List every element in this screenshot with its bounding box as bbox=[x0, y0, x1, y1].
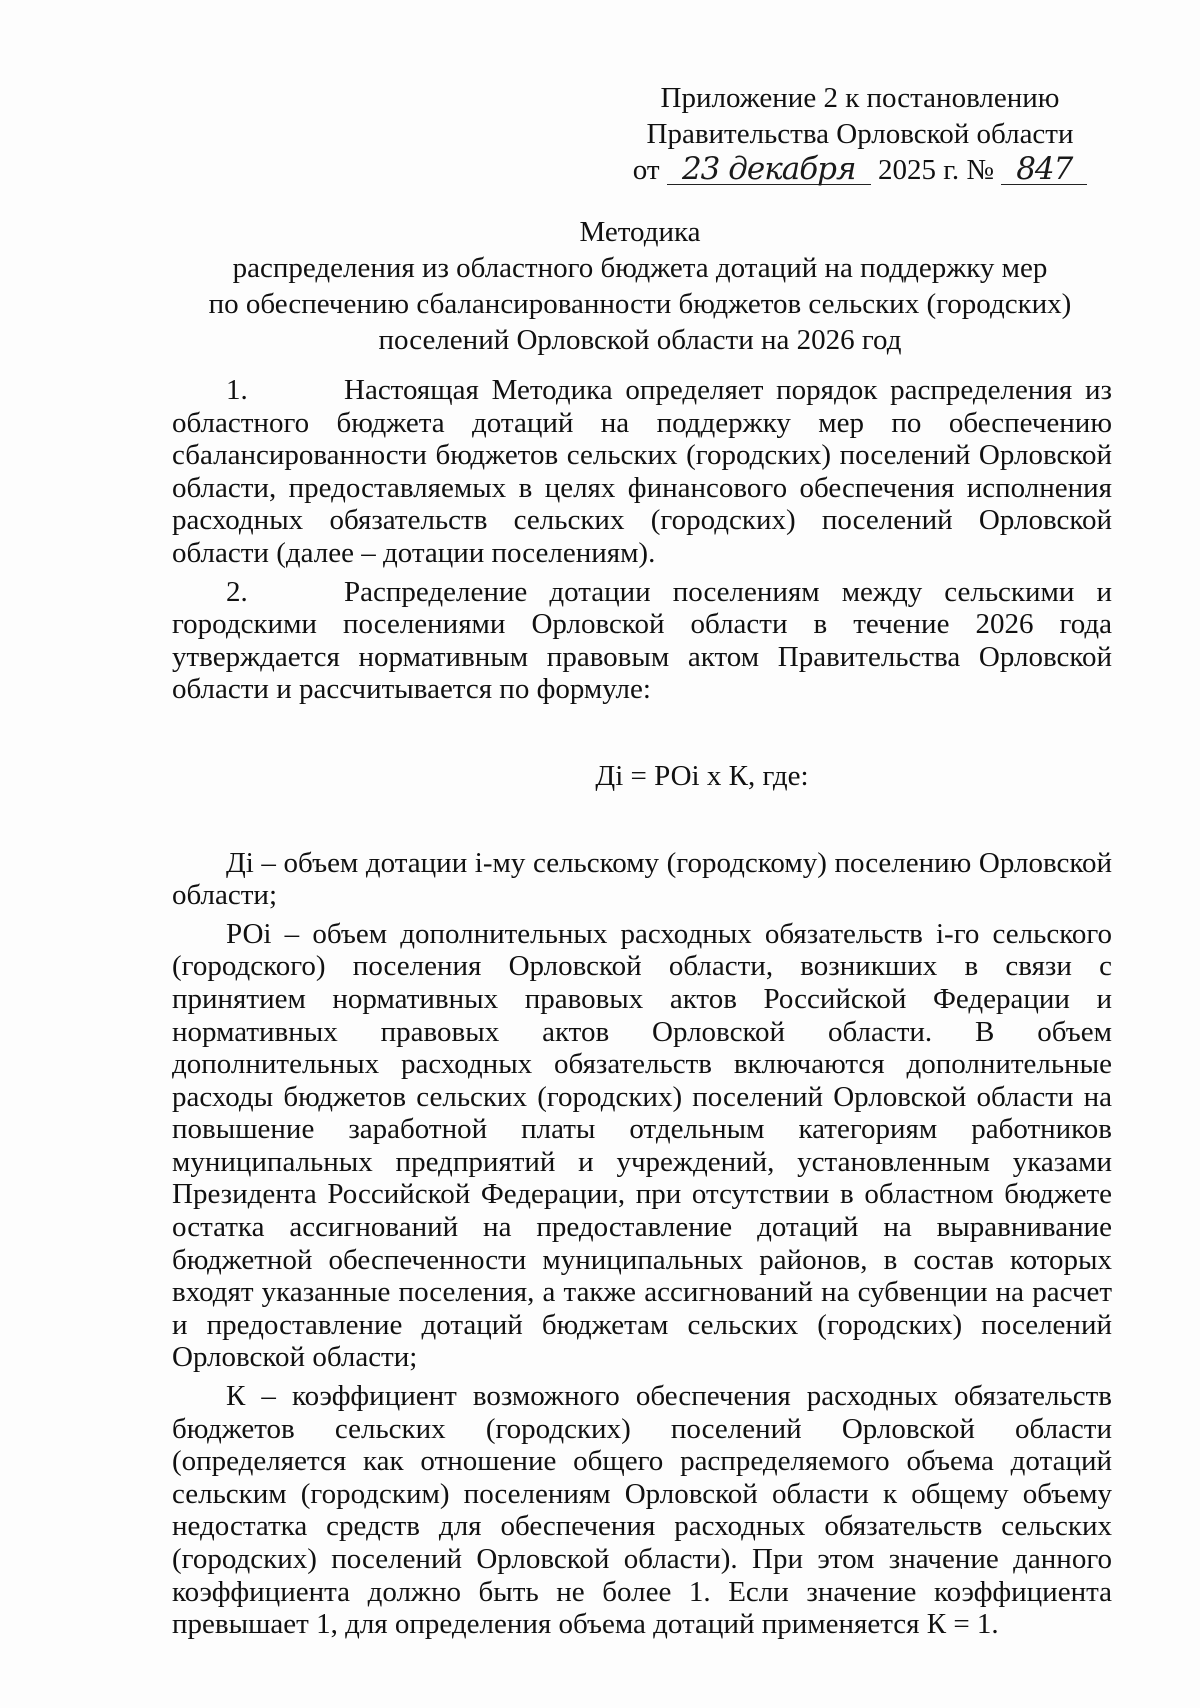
handwritten-date: 23 декабря bbox=[667, 154, 871, 185]
paragraph-text: Настоящая Методика определяет порядок распределения из областного бюджета дотаций на поддержку мер по обеспечению сбалансированности бюджетов сельских (городских) поселений Орловской области, предоставляемых в целях финансового обеспечения исполнения расходных обязательств сельских (городских) поселений Орловской области (далее – дотации поселениям). bbox=[172, 374, 1112, 569]
definition-roi: РОi – объем дополнительных расходных обязательств i-го сельского (городского) поселения Орловской области, возникших в связи с принятием нормативных правовых актов Российской Федерации и нормативных правовых актов Орловской области. В объем дополнительных расходных обязательств включаются дополнительные расходы бюджетов сельских (городских) поселений Орловской области на повышение заработной платы отдельным категориям работников муниципальных предприятий и учреждений, установленным указами Президента Российской Федерации, при отсутствии в областном бюджете остатка ассигнований на предоставление дотаций на выравнивание бюджетной обеспеченности муниципальных районов, в состав которых входят указанные поселения, а также ассигнований на субвенции на расчет и предоставление дотаций бюджетам сельских (городских) поселений Орловской области; bbox=[172, 917, 1112, 1374]
date-prefix: от bbox=[632, 154, 660, 186]
title-line-4: поселений Орловской области на 2026 год bbox=[378, 324, 902, 356]
definition-k: К – коэффициент возможного обеспечения расходных обязательств бюджетов сельских (городских) поселений Орловской области (определяется как отношение общего распределяемого объема дотаций сельским (городским) поселениям Орловской области к общему объему недостатка средств для обеспечения расходных обязательств сельских (городских) поселений Орловской области). При этом значение данного коэффициента должно быть не более 1. Если значение коэффициента превышает 1, для определения объема дотаций применяется К = 1. bbox=[172, 1380, 1112, 1641]
paragraph-text: Распределение дотации поселениям между сельскими и городскими поселениями Орловской области в течение 2026 года утверждается нормативным правовым актом Правительства Орловской области и рассчитывается по формуле: bbox=[172, 575, 1112, 706]
title-line-1: Методика bbox=[579, 216, 701, 248]
definition-di: Дi – объем дотации i-му сельскому (городскому) поселению Орловской области; bbox=[172, 846, 1112, 912]
paragraph-2 bbox=[172, 576, 1112, 706]
paragraph-number: 1. bbox=[226, 374, 248, 406]
title-line-3: по обеспечению сбалансированности бюджетов сельских (городских) bbox=[208, 288, 1072, 320]
handwritten-number: 847 bbox=[1001, 154, 1087, 185]
formula: Дi = РОi x К, где: bbox=[595, 759, 809, 792]
year-number-label: 2025 г. № bbox=[878, 154, 995, 186]
appendix-header bbox=[600, 80, 1120, 188]
paragraph-1 bbox=[172, 374, 1112, 570]
document-title bbox=[175, 214, 1105, 358]
paragraph-number: 2. bbox=[226, 575, 248, 608]
document-body bbox=[172, 374, 1112, 1641]
appendix-line-2: Правительства Орловской области bbox=[646, 118, 1074, 150]
appendix-date-line bbox=[600, 152, 1120, 188]
title-line-2: распределения из областного бюджета дотаций на поддержку мер bbox=[232, 252, 1048, 284]
appendix-line-1: Приложение 2 к постановлению bbox=[660, 82, 1060, 114]
